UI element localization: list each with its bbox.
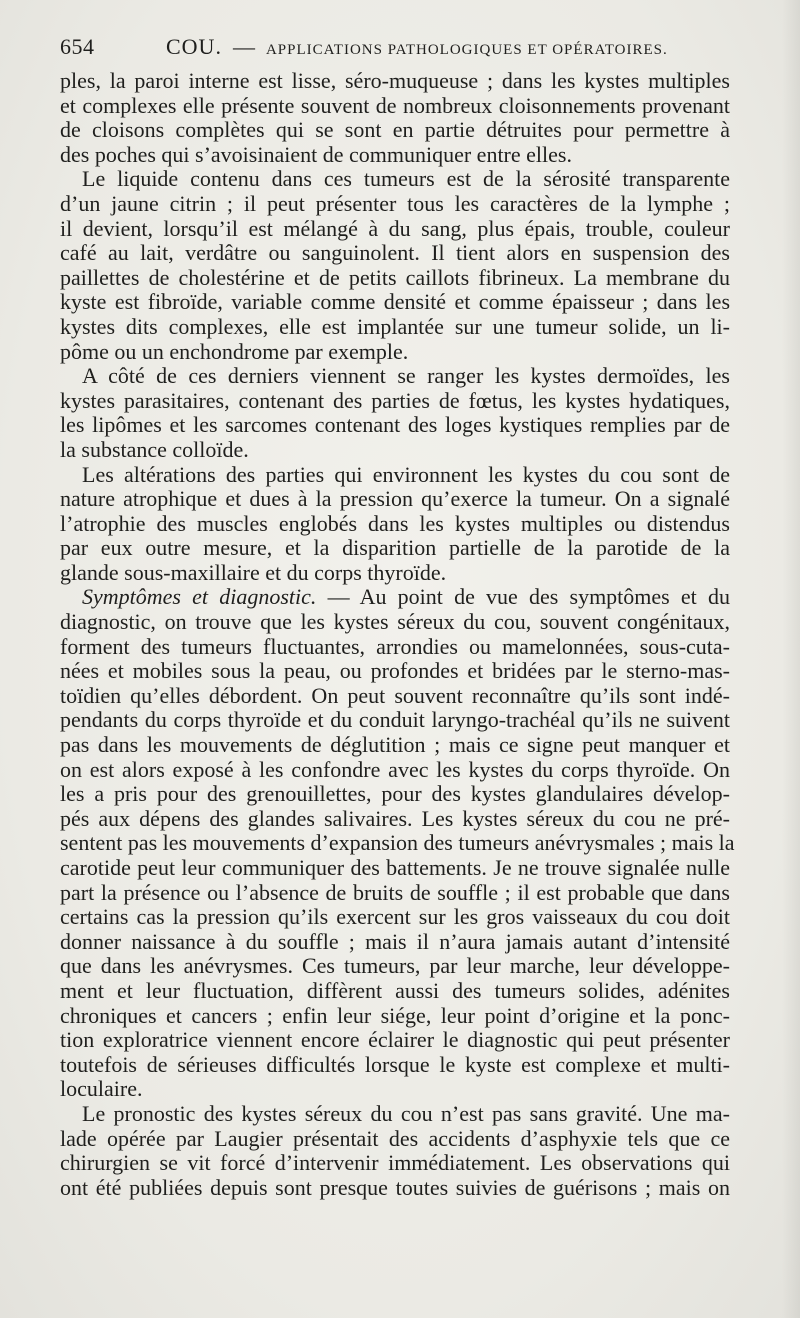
- body-text: [60, 68, 735, 1200]
- running-title-text: APPLICATIONS PATHOLOGIQUES ET OPÉRATOIRES.: [265, 42, 668, 58]
- text-line: [60, 585, 730, 610]
- running-title: [166, 34, 668, 60]
- text-line: d’un jaune citrin ; il peut présenter tous les caractères de la lymphe ;: [60, 190, 730, 216]
- text-line: pendants du corps thyroïde et du conduit laryngo-trachéal qu’ils ne suivent: [60, 707, 730, 733]
- text-line: paillettes de cholestérine et de petits caillots fibrineux. La membrane du: [60, 264, 730, 290]
- text-line: on est alors exposé à les confondre avec les kystes du corps thyroïde. On: [60, 756, 730, 782]
- text-line: nées et mobiles sous la peau, ou profondes et bridées par le sterno-mas-: [60, 658, 730, 684]
- text-line: forment des tumeurs fluctuantes, arrondies ou mamelonnées, sous-cuta-: [60, 633, 730, 659]
- running-header: [60, 30, 730, 64]
- text-line: pés aux dépens des glandes salivaires. Les kystes séreux du cou ne pré-: [60, 805, 730, 831]
- text-line: ment et leur fluctuation, diffèrent aussi des tumeurs solides, adénites: [60, 977, 730, 1003]
- text-line: les a pris pour des grenouillettes, pour des kystes glandulaires dévelop-: [60, 781, 730, 807]
- text-line: ont été publiées depuis sont presque toutes suivies de guérisons ; mais on: [60, 1174, 730, 1200]
- text-line: il devient, lorsqu’il est mélangé à du sang, plus épais, trouble, couleur: [60, 215, 730, 241]
- section-name: COU.: [166, 34, 222, 59]
- text-line: kystes parasitaires, contenant des parties de fœtus, les kystes hydatiques,: [60, 387, 730, 413]
- text-line: A côté de ces derniers viennent se ranger les kystes dermoïdes, les: [82, 363, 730, 389]
- text-line: la substance colloïde.: [60, 436, 249, 462]
- text-line: lade opérée par Laugier présentait des accidents d’asphyxie tels que ce: [60, 1125, 730, 1151]
- text-line: l’atrophie des muscles englobés dans les kystes multiples ou distendus: [60, 510, 730, 536]
- text-line: kyste est fibroïde, variable comme densité et comme épaisseur ; dans les: [60, 289, 730, 315]
- section-heading-italic: Symptômes et diagnostic.: [82, 584, 317, 610]
- text-line: certains cas la pression qu’ils exercent sur les gros vaisseaux du cou doit: [60, 904, 730, 930]
- text-line: toutefois de sérieuses difficultés lorsque le kyste est complexe et multi-: [60, 1051, 730, 1077]
- text-line: kystes dits complexes, elle est implantée sur une tumeur solide, un li-: [60, 313, 730, 339]
- text-line: par eux outre mesure, et la disparition partielle de la parotide de la: [60, 535, 730, 561]
- text-line: sentent pas les mouvements d’expansion des tumeurs anévrysmales ; mais la: [60, 830, 735, 856]
- text-line: café au lait, verdâtre ou sanguinolent. Il tient alors en suspension des: [60, 240, 730, 266]
- page-number: 654: [60, 34, 95, 59]
- text-line: que dans les anévrysmes. Ces tumeurs, par leur marche, leur développe-: [60, 953, 730, 979]
- text-line: diagnostic, on trouve que les kystes séreux du cou, souvent congénitaux,: [60, 609, 730, 635]
- text-line: des poches qui s’avoisinaient de communiquer entre elles.: [60, 141, 572, 167]
- text-line: les lipômes et les sarcomes contenant des loges kystiques remplies par de: [60, 412, 730, 438]
- text-line: de cloisons complètes qui se sont en partie détruites pour permettre à: [60, 117, 730, 143]
- text-line: pôme ou un enchondrome par exemple.: [60, 338, 409, 364]
- text-line: loculaire.: [60, 1076, 143, 1102]
- text-line: donner naissance à du souffle ; mais il n’aura jamais autant d’intensité: [60, 928, 730, 954]
- text-line: Le liquide contenu dans ces tumeurs est de la sérosité transparente: [82, 166, 730, 192]
- text-line: Les altérations des parties qui environnent les kystes du cou sont de: [82, 461, 730, 487]
- text-line: et complexes elle présente souvent de nombreux cloisonnements provenant: [60, 92, 730, 118]
- text-line: glande sous-maxillaire et du corps thyroïde.: [60, 559, 447, 585]
- text-line: chirurgien se vit forcé d’intervenir immédiatement. Les observations qui: [60, 1150, 730, 1176]
- text-line: Le pronostic des kystes séreux du cou n’est pas sans gravité. Une ma-: [82, 1100, 730, 1126]
- text-line: ples, la paroi interne est lisse, séro-muqueuse ; dans les kystes multiples: [60, 68, 730, 93]
- text-line: tion exploratrice viennent encore éclairer le diagnostic qui peut présenter: [60, 1027, 730, 1053]
- text-line: pas dans les mouvements de déglutition ; mais ce signe peut manquer et: [60, 732, 730, 758]
- text-line: toïdien qu’elles débordent. On peut souvent reconnaître qu’ils sont indé-: [60, 682, 730, 708]
- text-line: part la présence ou l’absence de bruits de souffle ; il est probable que dans: [60, 879, 730, 905]
- text-line: nature atrophique et dues à la pression qu’exerce la tumeur. On a signalé: [60, 486, 730, 512]
- text-line-rest: — Au point de vue des symptômes et du: [316, 584, 730, 610]
- text-line: chroniques et cancers ; enfin leur siége, leur point d’origine et la ponc-: [60, 1002, 730, 1028]
- text-line: carotide peut leur communiquer des battements. Je ne trouve signalée nulle: [60, 855, 730, 880]
- title-dash: —: [232, 34, 255, 59]
- page-edge-shadow: [782, 0, 800, 1318]
